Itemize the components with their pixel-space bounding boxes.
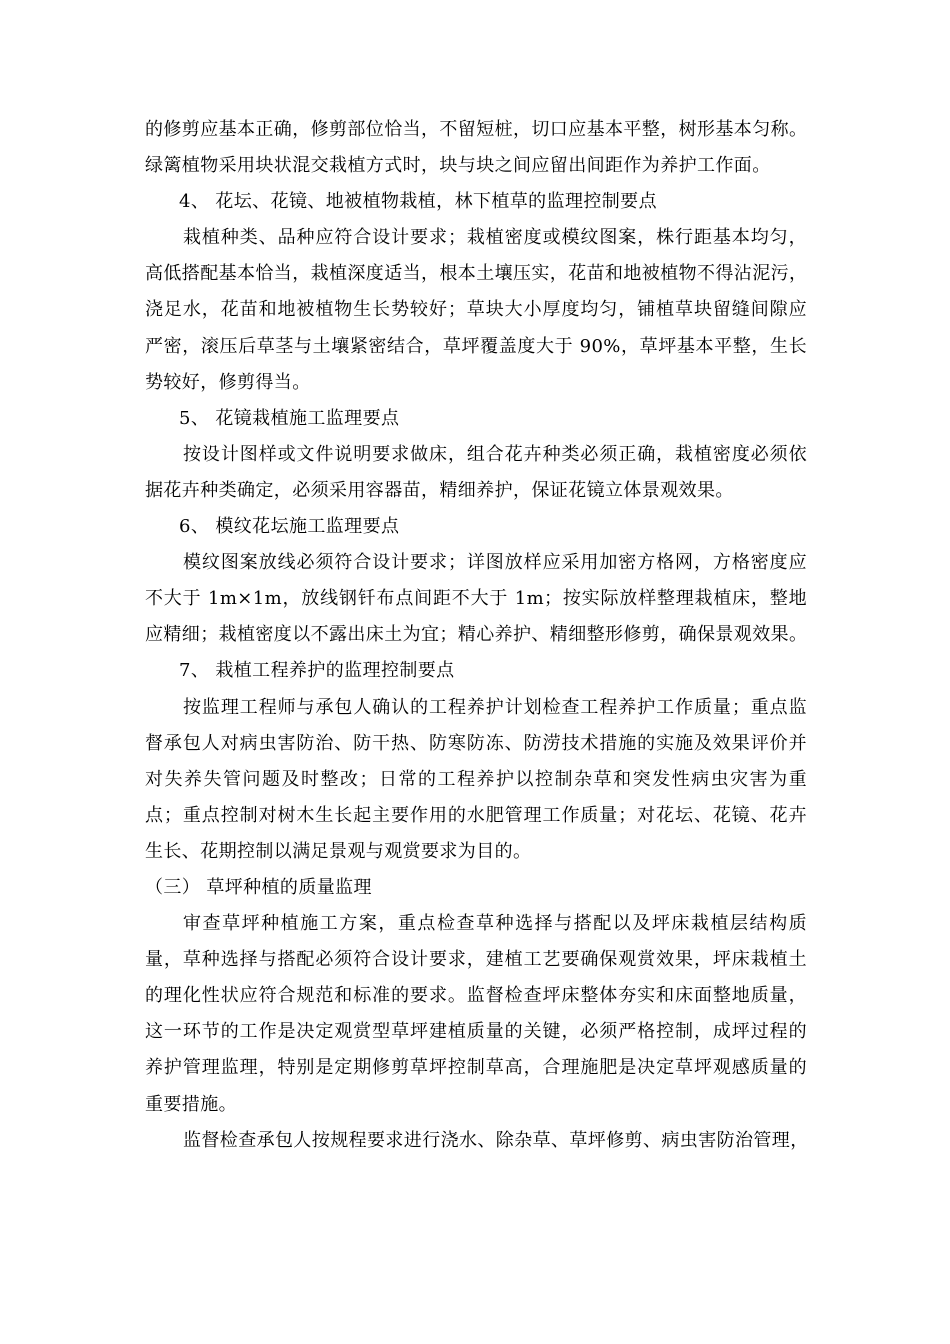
section-heading-5: 5、 花镜栽植施工监理要点 [179,407,400,429]
paragraph-line: 绿篱植物采用块状混交栽植方式时，块与块之间应留出间距作为养护工作面。 [145,155,771,177]
section-heading-6: 6、 模纹花坛施工监理要点 [179,516,400,538]
paragraph-line: 量，草种选择与搭配必须符合设计要求，建植工艺要确保观赏效果，坪床栽植土 [145,949,807,971]
paragraph-line: 养护管理监理，特别是定期修剪草坪控制草高，合理施肥是决定草坪观感质量的 [145,1057,807,1079]
paragraph-line: 重要措施。 [145,1093,237,1115]
section-heading-4: 4、 花坛、花镜、地被植物栽植，林下植草的监理控制要点 [179,191,657,213]
paragraph-line: 按监理工程师与承包人确认的工程养护计划检查工程养护工作质量；重点监 [183,696,807,718]
paragraph-line: 据花卉种类确定，必须采用容器苗，精细养护，保证花镜立体景观效果。 [145,479,734,501]
document-body [145,112,807,1159]
section-heading-7: 7、 栽植工程养护的监理控制要点 [179,660,455,682]
paragraph-line: 模纹图案放线必须符合设计要求；详图放样应采用加密方格网，方格密度应 [183,552,807,574]
paragraph-line: 严密，滚压后草茎与土壤紧密结合，草坪覆盖度大于 90%，草坪基本平整，生长 [145,335,807,357]
paragraph-line: 监督检查承包人按规程要求进行浇水、除杂草、草坪修剪、病虫害防治管理， [183,1129,809,1151]
paragraph-line: 的理化性状应符合规范和标准的要求。监督检查坪床整体夯实和床面整地质量， [145,985,807,1007]
paragraph-line: 应精细；栽植密度以不露出床土为宜；精心养护、精细整形修剪，确保景观效果。 [145,624,808,646]
paragraph-line: 督承包人对病虫害防治、防干热、防寒防冻、防涝技术措施的实施及效果评价并 [145,732,807,754]
paragraph-line: 高低搭配基本恰当，栽植深度适当，根本土壤压实，花苗和地被植物不得沾泥污， [145,263,808,285]
paragraph-line: 势较好，修剪得当。 [145,371,311,393]
paragraph-line: 栽植种类、品种应符合设计要求；栽植密度或模纹图案，株行距基本均匀， [183,227,807,249]
paragraph-line: 按设计图样或文件说明要求做床，组合花卉种类必须正确，栽植密度必须依 [183,443,807,465]
paragraph-line: 的修剪应基本正确，修剪部位恰当，不留短桩，切口应基本平整，树形基本匀称。 [145,119,808,140]
paragraph-line: 生长、花期控制以满足景观与观赏要求为目的。 [145,840,532,862]
paragraph-line: 对失养失管问题及时整改；日常的工程养护以控制杂草和突发性病虫灾害为重 [145,768,807,790]
paragraph-line: 这一环节的工作是决定观赏型草坪建植质量的关键，必须严格控制，成坪过程的 [145,1021,807,1043]
section-heading-3: （三） 草坪种植的质量监理 [145,876,372,898]
paragraph-line: 不大于 1m×1m，放线钢钎布点间距不大于 1m；按实际放样整理栽植床，整地 [145,588,807,610]
paragraph-line: 审查草坪种植施工方案，重点检查草种选择与搭配以及坪床栽植层结构质 [183,913,807,935]
paragraph-line: 浇足水，花苗和地被植物生长势较好；草块大小厚度均匀，铺植草块留缝间隙应 [145,299,807,321]
paragraph-line: 点；重点控制对树木生长起主要作用的水肥管理工作质量；对花坛、花镜、花卉 [145,804,807,826]
